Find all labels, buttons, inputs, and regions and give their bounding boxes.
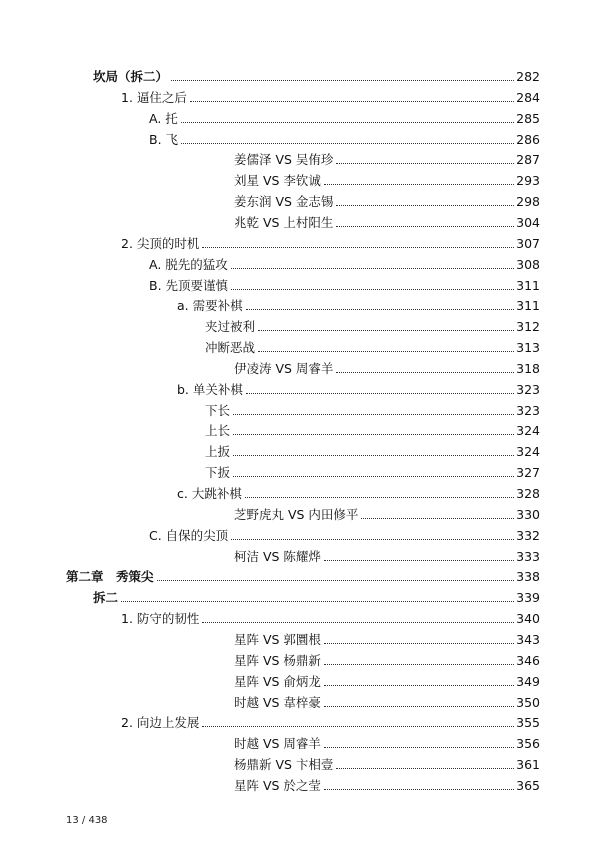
toc-entry-title: 2. 尖顶的时机 xyxy=(121,235,200,251)
toc-entry-title: 时越 VS 韋梓豪 xyxy=(234,694,321,710)
toc-entry[interactable] xyxy=(66,565,540,585)
toc-entry[interactable] xyxy=(234,211,540,231)
toc-entry[interactable] xyxy=(149,274,540,294)
dot-leader xyxy=(324,664,514,665)
toc-entry-title: 1. 防守的韧性 xyxy=(121,611,200,627)
dot-leader xyxy=(233,414,514,415)
dot-leader xyxy=(258,330,514,331)
toc-entry[interactable] xyxy=(234,774,540,794)
toc-entry-page: 339 xyxy=(516,590,540,606)
toc-entry-title: C. 自保的尖顶 xyxy=(149,527,229,543)
dot-leader xyxy=(324,789,514,790)
toc-entry-title: 伊凌涛 VS 周睿羊 xyxy=(234,360,334,376)
toc-entry-page: 361 xyxy=(516,757,540,773)
toc-entry-title: 星阵 VS 杨鼎新 xyxy=(234,652,321,668)
toc-entry-title: 星阵 VS 俞炳龙 xyxy=(234,673,321,689)
dot-leader xyxy=(336,768,514,769)
toc-entry-title: B. 先顶要谨慎 xyxy=(149,277,229,293)
toc-entry[interactable] xyxy=(205,461,540,481)
dot-leader xyxy=(324,747,514,748)
dot-leader xyxy=(171,80,514,81)
dot-leader xyxy=(157,580,515,581)
toc-entry-title: A. 托 xyxy=(149,110,178,126)
toc-entry[interactable] xyxy=(234,691,540,711)
toc-entry[interactable] xyxy=(177,378,540,398)
toc-entry-title: A. 脱先的猛攻 xyxy=(149,256,228,272)
dot-leader xyxy=(202,247,514,248)
toc-entry-page: 356 xyxy=(516,736,540,752)
toc-entry[interactable] xyxy=(149,524,540,544)
toc-entry[interactable] xyxy=(121,232,540,252)
toc-entry-page: 318 xyxy=(516,360,540,376)
dot-leader xyxy=(233,455,514,456)
dot-leader xyxy=(324,706,514,707)
toc-entry-title: 时越 VS 周睿羊 xyxy=(234,736,321,752)
toc-entry-page: 346 xyxy=(516,652,540,668)
toc-entry-page: 340 xyxy=(516,611,540,627)
toc-entry[interactable] xyxy=(205,399,540,419)
toc-entry-page: 284 xyxy=(516,89,540,105)
toc-entry[interactable] xyxy=(234,357,540,377)
toc-entry-page: 327 xyxy=(516,465,540,481)
dot-leader xyxy=(181,122,514,123)
dot-leader xyxy=(324,560,514,561)
toc-entry-page: 304 xyxy=(516,214,540,230)
toc-entry-page: 332 xyxy=(516,527,540,543)
dot-leader xyxy=(336,372,514,373)
toc-entry-title: 下扳 xyxy=(205,465,231,481)
toc-entry[interactable] xyxy=(234,732,540,752)
dot-leader xyxy=(245,497,514,498)
dot-leader xyxy=(361,518,514,519)
toc-entry[interactable] xyxy=(93,586,540,606)
toc-entry-page: 286 xyxy=(516,131,540,147)
toc-entry[interactable] xyxy=(149,128,540,148)
toc-entry[interactable] xyxy=(121,711,540,731)
toc-entry-title: 上长 xyxy=(205,423,231,439)
toc-entry-title: 拆二 xyxy=(93,590,119,606)
dot-leader xyxy=(121,601,514,602)
dot-leader xyxy=(231,539,514,540)
dot-leader xyxy=(231,289,514,290)
dot-leader xyxy=(233,434,514,435)
toc-entry[interactable] xyxy=(234,148,540,168)
toc-entry-title: B. 飞 xyxy=(149,131,179,147)
dot-leader xyxy=(181,143,514,144)
toc-entry-page: 312 xyxy=(516,319,540,335)
toc-entry-title: 下长 xyxy=(205,402,231,418)
toc-entry-title: b. 单关补棋 xyxy=(177,381,243,397)
toc-entry-page: 349 xyxy=(516,673,540,689)
dot-leader xyxy=(231,268,514,269)
toc-entry[interactable] xyxy=(205,419,540,439)
dot-leader xyxy=(324,643,514,644)
toc-entry-page: 333 xyxy=(516,548,540,564)
toc-entry[interactable] xyxy=(205,315,540,335)
toc-entry-page: 330 xyxy=(516,506,540,522)
toc-entry-title: 星阵 VS 於之莹 xyxy=(234,777,321,793)
toc-entry-title: 刘星 VS 李钦诚 xyxy=(234,173,321,189)
toc-entry-page: 298 xyxy=(516,194,540,210)
toc-entry-page: 282 xyxy=(516,69,540,84)
toc-entry-page: 324 xyxy=(516,423,540,439)
toc-entry-title: 第二章 秀策尖 xyxy=(66,569,154,585)
toc-entry-page: 293 xyxy=(516,173,540,189)
page-indicator: 13 / 438 xyxy=(66,815,108,826)
toc-entry-page: 323 xyxy=(516,402,540,418)
dot-leader xyxy=(190,101,514,102)
dot-leader xyxy=(336,205,514,206)
dot-leader xyxy=(233,476,514,477)
toc-entry-page: 307 xyxy=(516,235,540,251)
toc-entry-title: 兆乾 VS 上村阳生 xyxy=(234,214,334,230)
toc-entry[interactable] xyxy=(234,753,540,773)
dot-leader xyxy=(246,393,514,394)
toc-entry-title: 夹过被利 xyxy=(205,319,256,335)
toc-entry[interactable] xyxy=(177,294,540,314)
toc-entry-page: 343 xyxy=(516,631,540,647)
toc-entry-title: 冲断恶战 xyxy=(205,340,256,356)
toc-entry[interactable] xyxy=(234,628,540,648)
toc-entry-page: 350 xyxy=(516,694,540,710)
toc-entry-page: 323 xyxy=(516,381,540,397)
toc-entry[interactable] xyxy=(234,649,540,669)
dot-leader xyxy=(258,351,514,352)
toc-entry-page: 365 xyxy=(516,777,540,793)
dot-leader xyxy=(202,726,514,727)
toc-entry-page: 311 xyxy=(516,277,540,293)
dot-leader xyxy=(202,622,514,623)
toc-entry-page: 324 xyxy=(516,444,540,460)
dot-leader xyxy=(324,184,514,185)
toc-entry-page: 328 xyxy=(516,486,540,501)
toc-entry[interactable] xyxy=(234,503,540,523)
dot-leader xyxy=(324,685,514,686)
toc-entry-title: 2. 向边上发展 xyxy=(121,715,200,731)
toc-entry-page: 311 xyxy=(516,298,540,314)
toc-entry-title: 姜儒泽 VS 吴侑珍 xyxy=(234,152,334,168)
toc-entry-title: 杨鼎新 VS 卞相壹 xyxy=(234,757,334,773)
toc-entry-title: c. 大跳补棋 xyxy=(177,486,242,501)
toc-entry[interactable] xyxy=(234,169,540,189)
toc-entry-title: 上扳 xyxy=(205,444,231,460)
toc-entry-title: 柯洁 VS 陈耀烨 xyxy=(234,548,321,564)
toc-entry-page: 308 xyxy=(516,256,540,272)
toc-entry-page: 338 xyxy=(516,569,540,585)
toc-entry-title: 1. 逼住之后 xyxy=(121,89,187,105)
toc-entry[interactable] xyxy=(121,86,540,106)
toc-entry-title: 星阵 VS 郭圜根 xyxy=(234,631,321,647)
dot-leader xyxy=(336,163,514,164)
toc-entry-page: 313 xyxy=(516,340,540,356)
toc-entry-title: 坎局（拆二） xyxy=(93,69,169,84)
toc-entry-title: 芝野虎丸 VS 内田修平 xyxy=(234,506,359,522)
toc-entry-title: a. 需要补棋 xyxy=(177,298,243,314)
toc-entry-title: 姜东润 VS 金志锡 xyxy=(234,194,334,210)
toc-entry-page: 285 xyxy=(516,110,540,126)
toc-entry-page: 287 xyxy=(516,152,540,168)
toc-entry-page: 355 xyxy=(516,715,540,731)
toc-entry[interactable] xyxy=(121,607,540,627)
toc-entry[interactable] xyxy=(234,670,540,690)
toc-entry[interactable] xyxy=(177,482,540,502)
toc-entry[interactable] xyxy=(234,545,540,565)
toc-entry[interactable] xyxy=(234,190,540,210)
toc-entry[interactable] xyxy=(149,107,540,127)
toc-entry[interactable] xyxy=(93,65,540,85)
dot-leader xyxy=(246,309,515,310)
toc-entry[interactable] xyxy=(205,440,540,460)
toc-entry[interactable] xyxy=(205,336,540,356)
toc-entry[interactable] xyxy=(149,253,540,273)
dot-leader xyxy=(336,226,514,227)
